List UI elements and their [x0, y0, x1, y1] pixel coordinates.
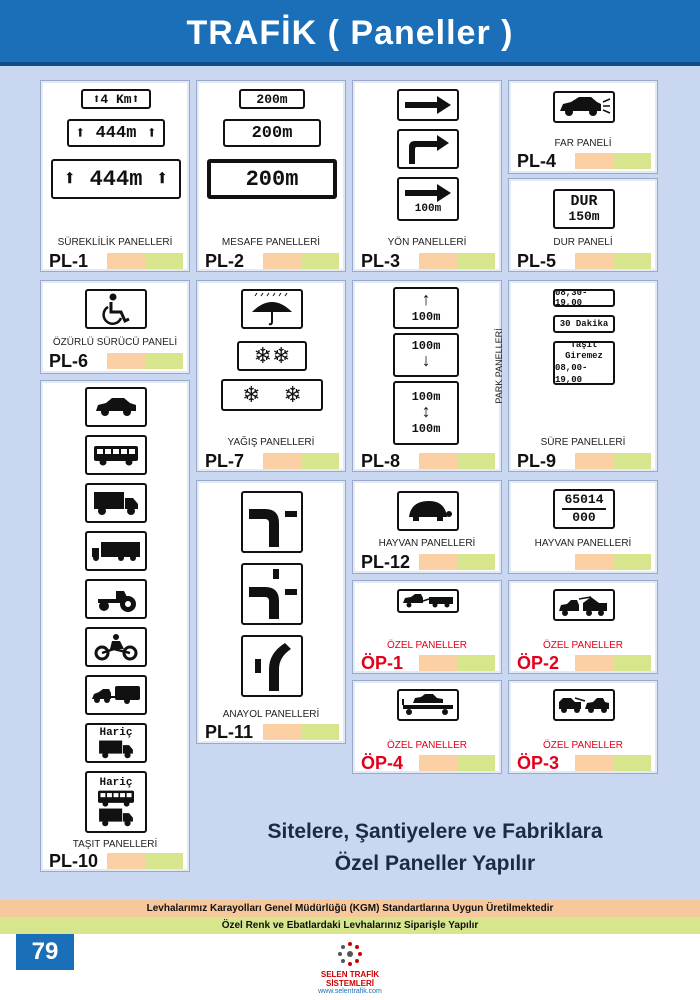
up-arrow-icon: ⬆ [75, 124, 86, 144]
sign-right-arrow [397, 89, 459, 121]
page-title: TRAFİK ( Paneller ) [186, 14, 514, 52]
car-headlight-icon [557, 96, 611, 118]
sign-text: Hariç [99, 727, 133, 739]
wheelchair-icon [99, 293, 133, 325]
sign-number-plate [553, 489, 615, 529]
sign-turtle [397, 491, 459, 531]
swatch-orange [419, 253, 457, 269]
sign-except-truck [85, 723, 147, 763]
sign-right-arrow-100m [397, 177, 459, 221]
sign-truck [85, 483, 147, 523]
panel-caption: ÖZEL PANELLER [542, 740, 624, 751]
swatch-green [457, 554, 495, 570]
swatch-green [457, 253, 495, 269]
sign-text: 200m [256, 91, 288, 107]
sign-text: 100m [411, 310, 441, 324]
swatch-orange [263, 253, 301, 269]
tow-truck-pull-icon [557, 695, 611, 715]
swatch-green [613, 755, 651, 771]
right-arrow-icon [403, 95, 453, 115]
bus-icon [93, 444, 139, 466]
panel-card-animal-number [508, 480, 658, 574]
panel-caption: FAR PANELİ [554, 138, 612, 149]
sign-200m-large [207, 159, 337, 199]
up-arrow-icon: ⬆ [146, 124, 157, 144]
sign-text: Giremez [565, 351, 603, 362]
sign-rain-umbrella [241, 289, 303, 329]
sign-text: 08,30-19,00 [555, 288, 588, 308]
panel-caption: HAYVAN PANELLERİ [378, 538, 476, 549]
swatch-green [301, 724, 339, 740]
page-number: 79 [16, 934, 74, 970]
panel-code: PL-9 [517, 451, 557, 471]
sign-no-vehicles-time [553, 341, 615, 385]
tow-truck-icon [401, 593, 455, 609]
swatch-green [145, 853, 183, 869]
up-arrow-icon: ⬆ [63, 167, 77, 192]
panel-code: PL-8 [361, 451, 401, 471]
sign-motorcycle [85, 627, 147, 667]
panel-card-op2 [508, 580, 658, 674]
sign-crane-tow [553, 589, 615, 621]
panel-card-op3 [508, 680, 658, 774]
sign-text: 150m [568, 209, 600, 225]
swatch-green [457, 755, 495, 771]
swatch-orange [107, 253, 145, 269]
panel-code: PL-11 [205, 722, 254, 742]
panel-caption: ÖZEL PANELLER [386, 640, 468, 651]
snowflake-icon: ❄ ❄ [242, 382, 302, 408]
panel-caption-vertical: PARK PANELLERİ [494, 328, 504, 404]
panel-card-op4 [352, 680, 502, 774]
main-road-crossing-icon [245, 567, 299, 621]
sign-text: 65014 [562, 492, 605, 510]
tractor-icon [94, 585, 138, 613]
down-arrow-icon: ↓ [420, 352, 432, 372]
sign-car-caravan [85, 675, 147, 715]
sign-text: 4 Km [100, 91, 132, 107]
panel-code: ÖP-3 [517, 753, 560, 773]
sign-200m-medium [223, 119, 321, 147]
panel-code: PL-6 [49, 351, 89, 371]
sign-snow-large [221, 379, 323, 411]
panel-code: PL-10 [49, 851, 99, 871]
slogan-line-2: Özel Paneller Yapılır [334, 852, 536, 875]
slogan-line-1: Sitelere, Şantiyelere ve Fabriklara [267, 820, 603, 843]
panel-code: ÖP-4 [361, 753, 404, 773]
right-arrow-icon [403, 183, 453, 203]
sign-disabled-driver [85, 289, 147, 329]
company-logo [300, 940, 400, 1000]
panel-code: PL-3 [361, 251, 401, 271]
panel-caption: SÜRE PANELLERİ [540, 437, 626, 448]
motorcycle-icon [94, 633, 138, 661]
sign-main-road-left [241, 491, 303, 553]
swatch-orange [575, 153, 613, 169]
panel-card-pl1 [40, 80, 190, 272]
panel-card-pl8 [352, 280, 502, 472]
sign-4km [81, 89, 151, 109]
panel-code: PL-12 [361, 552, 411, 572]
car-platform-icon [401, 693, 455, 717]
swatch-green [613, 453, 651, 469]
car-icon [94, 397, 138, 417]
swatch-green [613, 253, 651, 269]
swatch-orange [419, 755, 457, 771]
panel-code: PL-2 [205, 251, 245, 271]
swatch-green [301, 453, 339, 469]
swatch-green [613, 554, 651, 570]
company-url: www.selentrafik.com [318, 988, 382, 995]
up-arrow-icon: ⬆ [155, 167, 169, 192]
up-arrow-icon: ↑ [420, 291, 432, 311]
sign-text: 100m [411, 389, 441, 404]
sign-text: 100m [411, 339, 441, 353]
sign-snow-small [237, 341, 307, 371]
panel-card-pl7 [196, 280, 346, 472]
snowflake-icon: ❄❄ [253, 343, 291, 369]
crane-tow-icon [557, 593, 611, 617]
company-name: SELEN TRAFİK SİSTEMLERİ [320, 970, 380, 988]
panel-caption: HAYVAN PANELLERİ [534, 538, 632, 549]
panel-caption: ANAYOL PANELLERİ [222, 709, 320, 720]
sign-text: Hariç [99, 777, 133, 789]
panel-caption: ÖZEL PANELLER [386, 740, 468, 751]
swatch-orange [575, 554, 613, 570]
swatch-orange [263, 453, 301, 469]
panel-card-pl9 [508, 280, 658, 472]
sign-text: 444m [95, 123, 137, 143]
panel-card-pl3 [352, 80, 502, 272]
sign-text: 000 [572, 510, 596, 525]
sign-30-minutes [553, 315, 615, 333]
swatch-green [457, 655, 495, 671]
company-logo-icon [332, 940, 368, 970]
sign-time-range [553, 289, 615, 307]
panel-code: PL-1 [49, 251, 89, 271]
sign-truck-trailer [85, 531, 147, 571]
swatch-orange [575, 755, 613, 771]
swatch-orange [575, 253, 613, 269]
panel-caption: DUR PANELİ [553, 237, 613, 248]
swatch-orange [419, 655, 457, 671]
bus-icon [96, 789, 136, 807]
sign-dur-150m [553, 189, 615, 229]
footer-standards-band: Levhalarımız Karayolları Genel Müdürlüğü (KGM) Standartlarına Uygun Üretilmektedir [0, 900, 700, 917]
up-arrow-icon: ⬆ [92, 91, 101, 107]
swatch-orange [575, 655, 613, 671]
swatch-orange [107, 353, 145, 369]
panel-caption: MESAFE PANELLERİ [221, 237, 321, 248]
sign-park-100m-down [393, 333, 459, 377]
panel-card-pl2 [196, 80, 346, 272]
swatch-orange [575, 453, 613, 469]
sign-tow-truck-car [397, 589, 459, 613]
sign-444m-large [51, 159, 181, 199]
sign-text: 100m [414, 203, 442, 215]
sign-text: 200m [251, 123, 293, 143]
sign-text: 200m [245, 166, 299, 192]
panel-card-pl4 [508, 80, 658, 174]
swatch-orange [419, 554, 457, 570]
panel-card-pl10 [40, 380, 190, 872]
sign-turn-right [397, 129, 459, 169]
panel-caption: YÖN PANELLERİ [387, 237, 467, 248]
sign-except-bus-truck [85, 771, 147, 833]
panel-card-pl12 [352, 480, 502, 574]
panel-code: PL-4 [517, 151, 557, 171]
truck-trailer-icon [91, 540, 141, 562]
sign-200m-small [239, 89, 305, 109]
swatch-green [301, 253, 339, 269]
sign-main-road-curve [241, 635, 303, 697]
swatch-orange [263, 724, 301, 740]
swatch-green [145, 253, 183, 269]
sign-headlight-car [553, 91, 615, 123]
sign-bus [85, 435, 147, 475]
truck-icon [96, 807, 136, 827]
panel-caption: ÖZÜRLÜ SÜRÜCÜ PANELİ [52, 337, 178, 348]
sign-text: 08,00-19,00 [555, 363, 588, 385]
swatch-green [457, 453, 495, 469]
panel-code: ÖP-1 [361, 653, 404, 673]
turn-right-arrow-icon [403, 133, 453, 165]
panel-card-pl5 [508, 178, 658, 272]
sign-tractor [85, 579, 147, 619]
sign-car-on-platform [397, 689, 459, 721]
sign-car [85, 387, 147, 427]
swatch-orange [419, 453, 457, 469]
swatch-green [613, 655, 651, 671]
panel-card-pl6 [40, 280, 190, 374]
swatch-green [145, 353, 183, 369]
page-header [0, 0, 700, 66]
car-caravan-icon [91, 684, 141, 706]
panel-card-op1 [352, 580, 502, 674]
panel-caption: TAŞIT PANELLERİ [72, 839, 158, 850]
swatch-green [613, 153, 651, 169]
sign-park-both-directions [393, 381, 459, 445]
main-road-left-icon [245, 495, 299, 549]
sign-park-up-100m [393, 287, 459, 329]
panel-card-pl11 [196, 480, 346, 744]
sign-tow-truck-pull [553, 689, 615, 721]
up-arrow-icon: ⬆ [131, 91, 140, 107]
sign-444m-medium [67, 119, 165, 147]
panel-code: PL-7 [205, 451, 245, 471]
panel-caption: YAĞIŞ PANELLERİ [227, 437, 315, 448]
umbrella-rain-icon [249, 292, 295, 326]
turtle-icon [403, 499, 453, 523]
swatch-orange [107, 853, 145, 869]
up-down-arrow-icon: ↕ [420, 403, 432, 423]
sign-text: DUR [570, 192, 598, 210]
truck-icon [96, 739, 136, 759]
footer-order-band: Özel Renk ve Ebatlardaki Levhalarınız Siparişle Yapılır [0, 917, 700, 934]
sign-text: 30 Dakika [559, 319, 609, 329]
sign-main-road-crossing [241, 563, 303, 625]
panel-caption: ÖZEL PANELLER [542, 640, 624, 651]
sign-text: 444m [89, 166, 143, 192]
sign-text: 100m [411, 422, 441, 436]
main-road-curve-icon [245, 639, 299, 693]
sign-text: Taşıt [570, 339, 598, 350]
panel-code: PL-5 [517, 251, 557, 271]
panel-code: ÖP-2 [517, 653, 560, 673]
panel-caption: SÜREKLİLİK PANELLERİ [57, 237, 173, 248]
truck-icon [93, 490, 139, 516]
